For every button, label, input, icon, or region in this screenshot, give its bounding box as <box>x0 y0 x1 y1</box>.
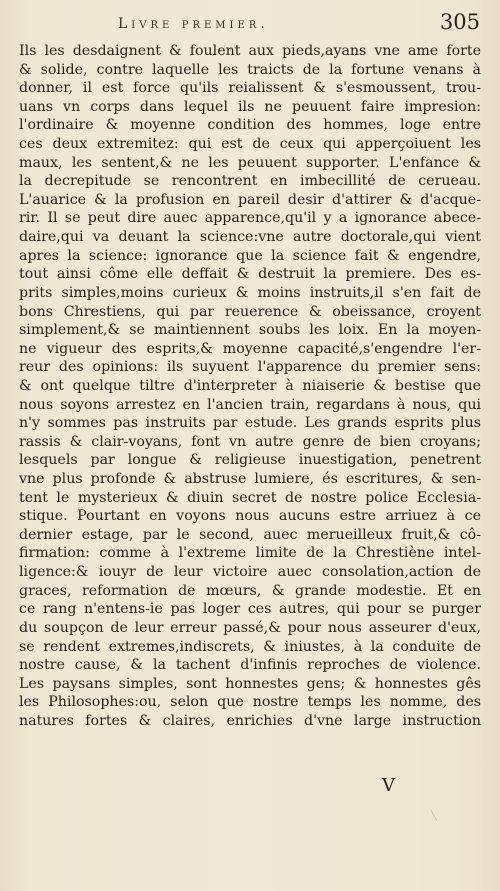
text-line: nous soyons arrestez en l'ancien train, regardans à nous, qui <box>19 396 481 413</box>
text-line: & solide, contre laquelle les traicts de la fortune venans à <box>19 61 481 78</box>
text-line: uans vn corps dans lequel ils ne peuuent faire impresion: <box>19 98 481 115</box>
text-line: Ils les desdaignent & foulent aux pieds,ayans vne ame forte <box>19 43 481 59</box>
text-line: la decrepitude se rencontrent en imbecillité de cerueau. <box>19 173 481 190</box>
text-line: natures fortes & claires, enrichies d'vne large instruction <box>19 712 481 729</box>
text-line: l'ordinaire & moyenne condition des hommes, loge entre <box>19 117 481 134</box>
text-line: dernier estage, par le second, auec merueilleux fruit,& cô- <box>19 526 481 543</box>
text-line: ligence:& iouyr de leur victoire auec consolation,action de <box>19 564 481 581</box>
page-header <box>0 6 500 36</box>
text-line: se rendent extremes,indiscrets, & iniustes, à la conduite de <box>19 638 481 655</box>
text-line: vne plus profonde & abstruse lumiere, és escritures, & sen- <box>19 471 481 488</box>
text-line: du soupçon de leur erreur passé,& pour nous asseurer d'eux, <box>19 619 481 636</box>
text-line: bons Chrestiens, qui par reuerence & obeissance, croyent <box>19 303 481 320</box>
text-line: tent le mysterieux & diuin secret de nostre police Ecclesia- <box>19 489 481 506</box>
text-line: nostre cause, & la tachent d'infinis reproches de violence. <box>19 657 481 674</box>
text-line: apres la science: ignorance que la science fait & engendre, <box>19 247 481 264</box>
signature-mark: V <box>382 775 395 796</box>
text-line: Les paysans simples, sont honnestes gens; & honnestes gês <box>19 675 481 692</box>
text-line: ces deux extremitez: qui est de ceux qui apperçoiuent les <box>19 136 481 153</box>
text-line: ce rang n'entens-ie pas loger ces autres, qui pour se purger <box>19 601 481 618</box>
text-line: n'y sommes pas instruits par estude. Les grands esprits plus <box>19 415 481 432</box>
text-line: reur des opinions: ils suyuent l'apparence du premier sens: <box>19 359 481 376</box>
page-number: 305 <box>439 10 480 34</box>
text-line: rassis & clair-voyans, font vn autre genre de bien croyans; <box>19 433 481 450</box>
paper-mark <box>430 807 442 821</box>
running-head: Livre premier. <box>118 16 269 32</box>
text-line: tout ainsi côme elle deffait & destruit la premiere. Des es- <box>19 266 481 283</box>
text-line: prits simples,moins curieux & moins instruits,il s'en fait de <box>19 284 481 301</box>
text-line: donner, il est force qu'ils reialissent & s'esmoussent, trou- <box>19 80 481 97</box>
text-line: les Philosophes:ou, selon que nostre temps les nomme, des <box>19 694 481 711</box>
text-line: rir. Il se peut dire auec apparence,qu'il y a ignorance abece- <box>19 210 481 227</box>
text-line: stique. Pourtant en voyons nous aucuns estre arriuez à ce <box>19 508 481 525</box>
text-line: & ont quelque tiltre d'interpreter à niaiserie & bestise que <box>19 377 481 394</box>
text-line: L'auarice & la profusion en pareil desir d'attirer & d'acque- <box>19 191 481 208</box>
text-line: graces, reformation de mœurs, & grande modestie. Et en <box>19 582 481 599</box>
body-text <box>19 42 481 731</box>
text-line: firmation: comme à l'extreme limite de la Chrestiène intel- <box>19 545 481 562</box>
text-line: simplement,& se maintiennent soubs les loix. En la moyen- <box>19 322 481 339</box>
text-line: lesquels par longue & religieuse inuestigation, penetrent <box>19 452 481 469</box>
text-line: ne vigueur des esprits,& moyenne capacité,s'engendre l'er- <box>19 340 481 357</box>
text-line: maux, les sentent,& ne les peuuent supporter. L'enfance & <box>19 154 481 171</box>
text-line: daire,qui va deuant la science:vne autre doctorale,qui vient <box>19 229 481 246</box>
